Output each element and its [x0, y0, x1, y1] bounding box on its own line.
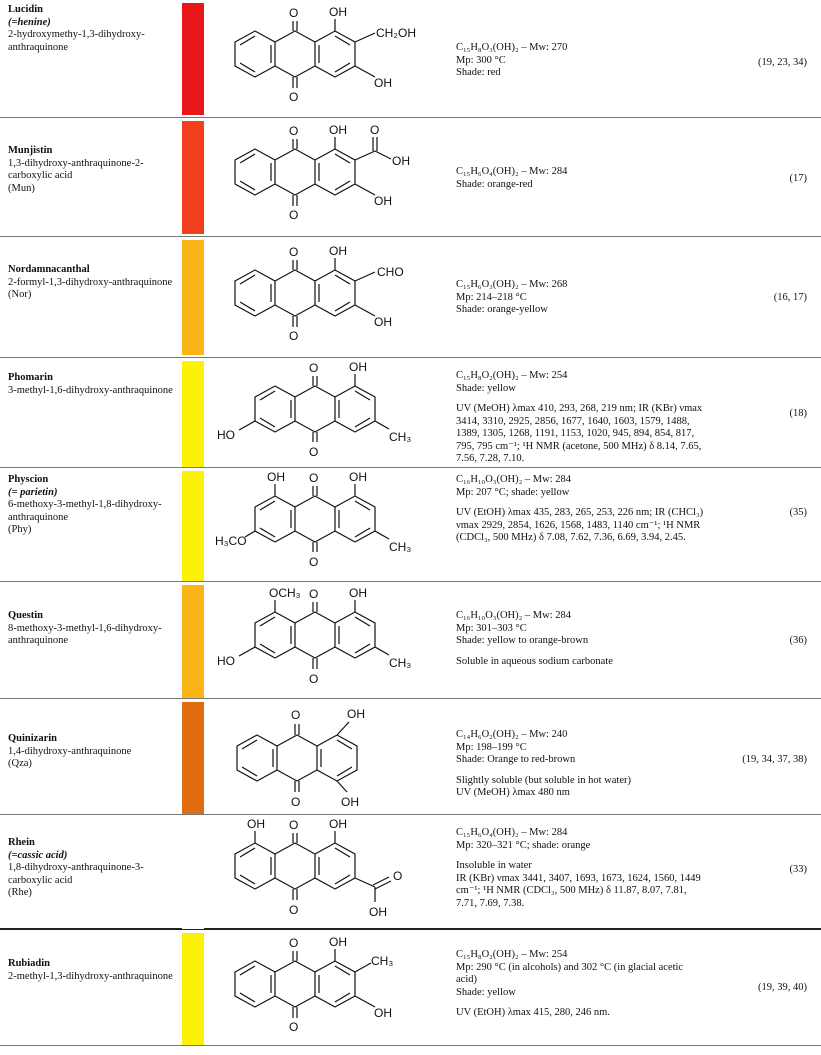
carbonyl-o-label: O [309, 445, 319, 459]
compound-name-cell [8, 372, 180, 397]
carboxyl-o-label: O [393, 869, 403, 883]
anthraquinone-structure [215, 818, 445, 929]
compound-row-questin [0, 582, 821, 699]
structure-diagram [215, 240, 445, 355]
anthraquinone-structure [215, 121, 445, 234]
compound-row-quinizarin [0, 699, 821, 815]
melting-point-text: Mp: 207 °C; shade: yellow [456, 486, 570, 498]
substituent-label: CH₂OH [376, 26, 416, 40]
hydroxyl-label: OH [374, 1006, 392, 1020]
shade-swatch [182, 121, 204, 234]
anthraquinone-structure [215, 240, 445, 355]
shade-text: Shade: yellow [456, 986, 516, 998]
compound-name-cell [8, 474, 180, 537]
properties-cell [456, 474, 706, 545]
hydroxyl-label: OH [341, 795, 359, 809]
compound-iupac: 2-formyl-1,3-dihydroxy-anthraquinone [8, 276, 173, 288]
anthraquinone-structure [215, 702, 445, 814]
compound-name: Lucidin [8, 4, 44, 15]
compound-synonym: (=henine) [8, 16, 51, 28]
properties-cell [456, 370, 706, 466]
structure-diagram [215, 933, 445, 1045]
hydroxyl-label: OH [374, 194, 392, 208]
structure-diagram [215, 121, 445, 234]
compound-name-cell [8, 733, 180, 771]
carbonyl-o-label: O [289, 6, 299, 20]
hydroxyl-label: OH [349, 586, 367, 600]
ir-spectra-text: IR (KBr) νmax 3441, 3407, 1693, 1673, 1624, 1560, 1449 cm⁻¹; [456, 872, 701, 896]
compound-name-cell [8, 837, 180, 900]
methyl-label: CH₃ [371, 954, 394, 968]
formula-text: C₁₅H₈O₃(OH)₂ – Mw: 270 [456, 42, 568, 53]
formula-text: C₁₅H₆O₃(OH)₂ – Mw: 268 [456, 279, 568, 290]
compound-name-cell [8, 145, 180, 195]
carbonyl-o-label: O [291, 708, 301, 722]
compound-name: Physcion [8, 474, 49, 485]
substituent-label: CHO [377, 265, 404, 279]
hydroxyl-label: OH [374, 315, 392, 329]
methoxy-label: OCH₃ [269, 586, 301, 600]
compound-name-cell [8, 610, 180, 648]
shade-swatch [182, 3, 204, 115]
hydroxyl-label: OH [347, 707, 365, 721]
anthraquinone-structure [215, 361, 445, 467]
reference-text: (36) [789, 635, 807, 646]
carbonyl-o-label: O [289, 903, 299, 917]
properties-cell [456, 610, 706, 668]
carbonyl-o-label: O [289, 936, 299, 950]
reference-text: (18) [789, 408, 807, 419]
compound-iupac: 8-methoxy-3-methyl-1,6-dihydroxy-anthraquinone [8, 622, 162, 646]
carbonyl-o-label: O [291, 795, 301, 809]
formula-text: C₁₅H₈O₂(OH)₂ – Mw: 254 [456, 370, 568, 381]
carboxyl-o-label: O [370, 123, 380, 137]
hydroxyl-label: OH [349, 361, 367, 374]
hydroxyl-label: OH [329, 818, 347, 831]
formula-text: C₁₆H₁₀O₃(OH)₂ – Mw: 284 [456, 610, 572, 621]
compound-abbreviation: (Rhe) [8, 887, 32, 898]
methyl-label: CH₃ [389, 656, 412, 670]
shade-text: Shade: orange-red [456, 178, 533, 190]
properties-cell [456, 166, 706, 191]
carbonyl-o-label: O [289, 90, 299, 104]
compound-iupac: 2-methyl-1,3-dihydroxy-anthraquinone [8, 970, 173, 982]
hydroxyl-label: OH [329, 244, 347, 258]
compound-abbreviation: (Qza) [8, 758, 32, 769]
structure-diagram [215, 361, 445, 467]
hydroxyl-label: HO [217, 654, 235, 668]
structure-diagram [215, 3, 445, 115]
carbonyl-o-label: O [309, 555, 319, 569]
carbonyl-o-label: O [289, 1020, 299, 1034]
compound-abbreviation: (Mun) [8, 182, 35, 194]
formula-text: C₁₅H₆O₄(OH)₂ – Mw: 284 [456, 827, 568, 838]
compound-synonym: (=cassic acid) [8, 849, 68, 861]
compound-iupac: 1,4-dihydroxy-anthraquinone [8, 745, 132, 757]
reference-text: (19, 34, 37, 38) [742, 754, 807, 765]
hydroxyl-label: OH [329, 5, 347, 19]
uv-spectra-text: UV (EtOH) λmax 435, 283, 265, 253, 226 nm; [456, 507, 653, 518]
structure-diagram [215, 585, 445, 698]
carbonyl-o-label: O [289, 208, 299, 222]
compound-row-rhein [0, 815, 821, 930]
hydroxyl-label: OH [329, 123, 347, 137]
carbonyl-o-label: O [289, 124, 299, 138]
shade-text: Shade: Orange to red-brown [456, 754, 576, 765]
compound-row-physcion [0, 468, 821, 582]
compound-row-nordamnacanthal [0, 237, 821, 358]
hydroxyl-label: OH [374, 76, 392, 90]
reference-text: (17) [789, 173, 807, 184]
compound-iupac: 3-methyl-1,6-dihydroxy-anthraquinone [8, 384, 173, 396]
structure-diagram [215, 702, 445, 814]
melting-point-text: Mp: 198–199 °C [456, 741, 527, 753]
formula-text: C₁₅H₆O₄(OH)₂ – Mw: 284 [456, 166, 568, 177]
compound-name: Questin [8, 610, 44, 621]
solubility-text: Soluble in aqueous sodium carbonate [456, 655, 613, 667]
melting-point-text: Mp: 301–303 °C [456, 622, 527, 634]
hydroxyl-label: HO [217, 428, 235, 442]
carbonyl-o-label: O [309, 587, 319, 601]
compound-name-cell [8, 4, 180, 54]
compound-name: Phomarin [8, 372, 53, 383]
shade-swatch [182, 933, 204, 1045]
shade-text: Shade: red [456, 67, 501, 78]
shade-swatch [182, 240, 204, 355]
compound-abbreviation: (Phy) [8, 524, 32, 535]
hydroxyl-label: OH [247, 818, 265, 831]
structure-diagram [215, 818, 445, 929]
hydroxyl-label: OH [349, 471, 367, 484]
carbonyl-o-label: O [309, 471, 319, 485]
solubility-text: Slightly soluble (but soluble in hot water) [456, 774, 631, 786]
anthraquinone-structure [215, 585, 445, 698]
structure-diagram [215, 471, 445, 581]
nmr-spectra-text: ¹H NMR (CDCl₃, 500 MHz) δ 7.08, 7.62, 7.36, 6.69, 3.94, 2.45. [456, 519, 701, 543]
solubility-text: Insoluble in water [456, 860, 532, 871]
shade-swatch [182, 702, 204, 814]
properties-cell [456, 279, 706, 317]
hydroxyl-label: OH [267, 471, 285, 484]
reference-text: (35) [789, 507, 807, 518]
carbonyl-o-label: O [289, 245, 299, 259]
properties-cell [456, 42, 706, 80]
shade-text: Shade: orange-yellow [456, 304, 548, 315]
compound-row-rubiadin [0, 930, 821, 1046]
compound-iupac: 1,8-dihydroxy-anthraquinone-3-carboxylic acid [8, 862, 144, 886]
reference-text: (33) [789, 864, 807, 875]
carbonyl-o-label: O [309, 361, 319, 375]
shade-text: Shade: yellow [456, 382, 516, 394]
reference-text: (19, 39, 40) [758, 982, 807, 993]
shade-swatch [182, 585, 204, 698]
compound-synonym: (= parietin) [8, 486, 58, 498]
nmr-spectra-text: ¹H NMR (acetone, 500 MHz) δ 8.14, 7.65, 7.56, 7.28, 7.10. [456, 440, 702, 464]
formula-text: C₁₄H₆O₂(OH)₂ – Mw: 240 [456, 729, 568, 740]
methoxy-label: H₃CO [215, 534, 247, 548]
uv-spectra-text: UV (EtOH) λmax 415, 280, 246 nm. [456, 1007, 610, 1018]
methyl-label: CH₃ [389, 430, 412, 444]
melting-point-text: Mp: 290 °C (in alcohols) and 302 °C (in glacial acetic acid) [456, 961, 684, 985]
ir-spectra-text: IR (KBr) νmax 3414, 3310, 2925, 2856, 1677, 1640, 1603, 1579, 1488, 1389, 1305, 1268, 1191, 1153, 1020, 945, 894, 854, 817, 795, 795 cm⁻¹; [456, 403, 703, 452]
carboxyl-oh-label: OH [392, 154, 410, 168]
formula-text: C₁₆H₁₀O₃(OH)₂ – Mw: 284 [456, 474, 572, 485]
hydroxyl-label: OH [329, 935, 347, 949]
anthraquinone-structure [215, 3, 445, 115]
compound-abbreviation: (Nor) [8, 289, 32, 300]
compound-name-cell [8, 264, 180, 302]
compound-name: Munjistin [8, 145, 53, 156]
compound-row-phomarin [0, 358, 821, 468]
shade-text: Shade: yellow to orange-brown [456, 635, 589, 646]
reference-text: (19, 23, 34) [758, 57, 807, 68]
ir-spectra-text: IR (CHCl₃) νmax 2929, 2854, 1626, 1568, 1483, 1140 cm⁻¹; [456, 507, 704, 531]
compound-iupac: 1,3-dihydroxy-anthraquinone-2-carboxylic acid [8, 157, 144, 181]
compound-iupac: 2-hydroxymethy-1,3-dihydroxy-anthraquinone [8, 29, 145, 53]
shade-swatch [182, 471, 204, 581]
properties-cell [456, 949, 706, 1020]
properties-cell [456, 827, 706, 910]
compound-name: Quinizarin [8, 733, 58, 744]
shade-swatch [182, 361, 204, 467]
compound-row-munjistin [0, 118, 821, 237]
compound-name: Rhein [8, 837, 35, 848]
carbonyl-o-label: O [309, 672, 319, 686]
melting-point-text: Mp: 214–218 °C [456, 291, 527, 303]
anthraquinone-structure [215, 471, 445, 581]
compound-row-lucidin [0, 0, 821, 118]
compound-name: Nordamnacanthal [8, 264, 90, 275]
carbonyl-o-label: O [289, 329, 299, 343]
reference-text: (16, 17) [773, 292, 807, 303]
shade-swatch [182, 818, 204, 929]
properties-cell [456, 729, 706, 800]
nmr-spectra-text: ¹H NMR (CDCl₃, 500 MHz) δ 11.87, 8.07, 7.81, 7.71, 7.69, 7.38. [456, 885, 687, 909]
uv-spectra-text: UV (MeOH) λmax 410, 293, 268, 219 nm; [456, 403, 636, 414]
melting-point-text: Mp: 320–321 °C; shade: orange [456, 839, 591, 851]
uv-spectra-text: UV (MeOH) λmax 480 nm [456, 787, 570, 798]
carboxyl-oh-label: OH [369, 905, 387, 919]
formula-text: C₁₅H₈O₂(OH)₂ – Mw: 254 [456, 949, 568, 960]
carbonyl-o-label: O [289, 818, 299, 832]
compound-iupac: 6-methoxy-3-methyl-1,8-dihydroxy-anthraquinone [8, 499, 162, 523]
melting-point-text: Mp: 300 °C [456, 54, 506, 66]
compound-name: Rubiadin [8, 958, 51, 969]
methyl-label: CH₃ [389, 540, 412, 554]
anthraquinone-structure [215, 933, 445, 1045]
compound-name-cell [8, 958, 180, 983]
